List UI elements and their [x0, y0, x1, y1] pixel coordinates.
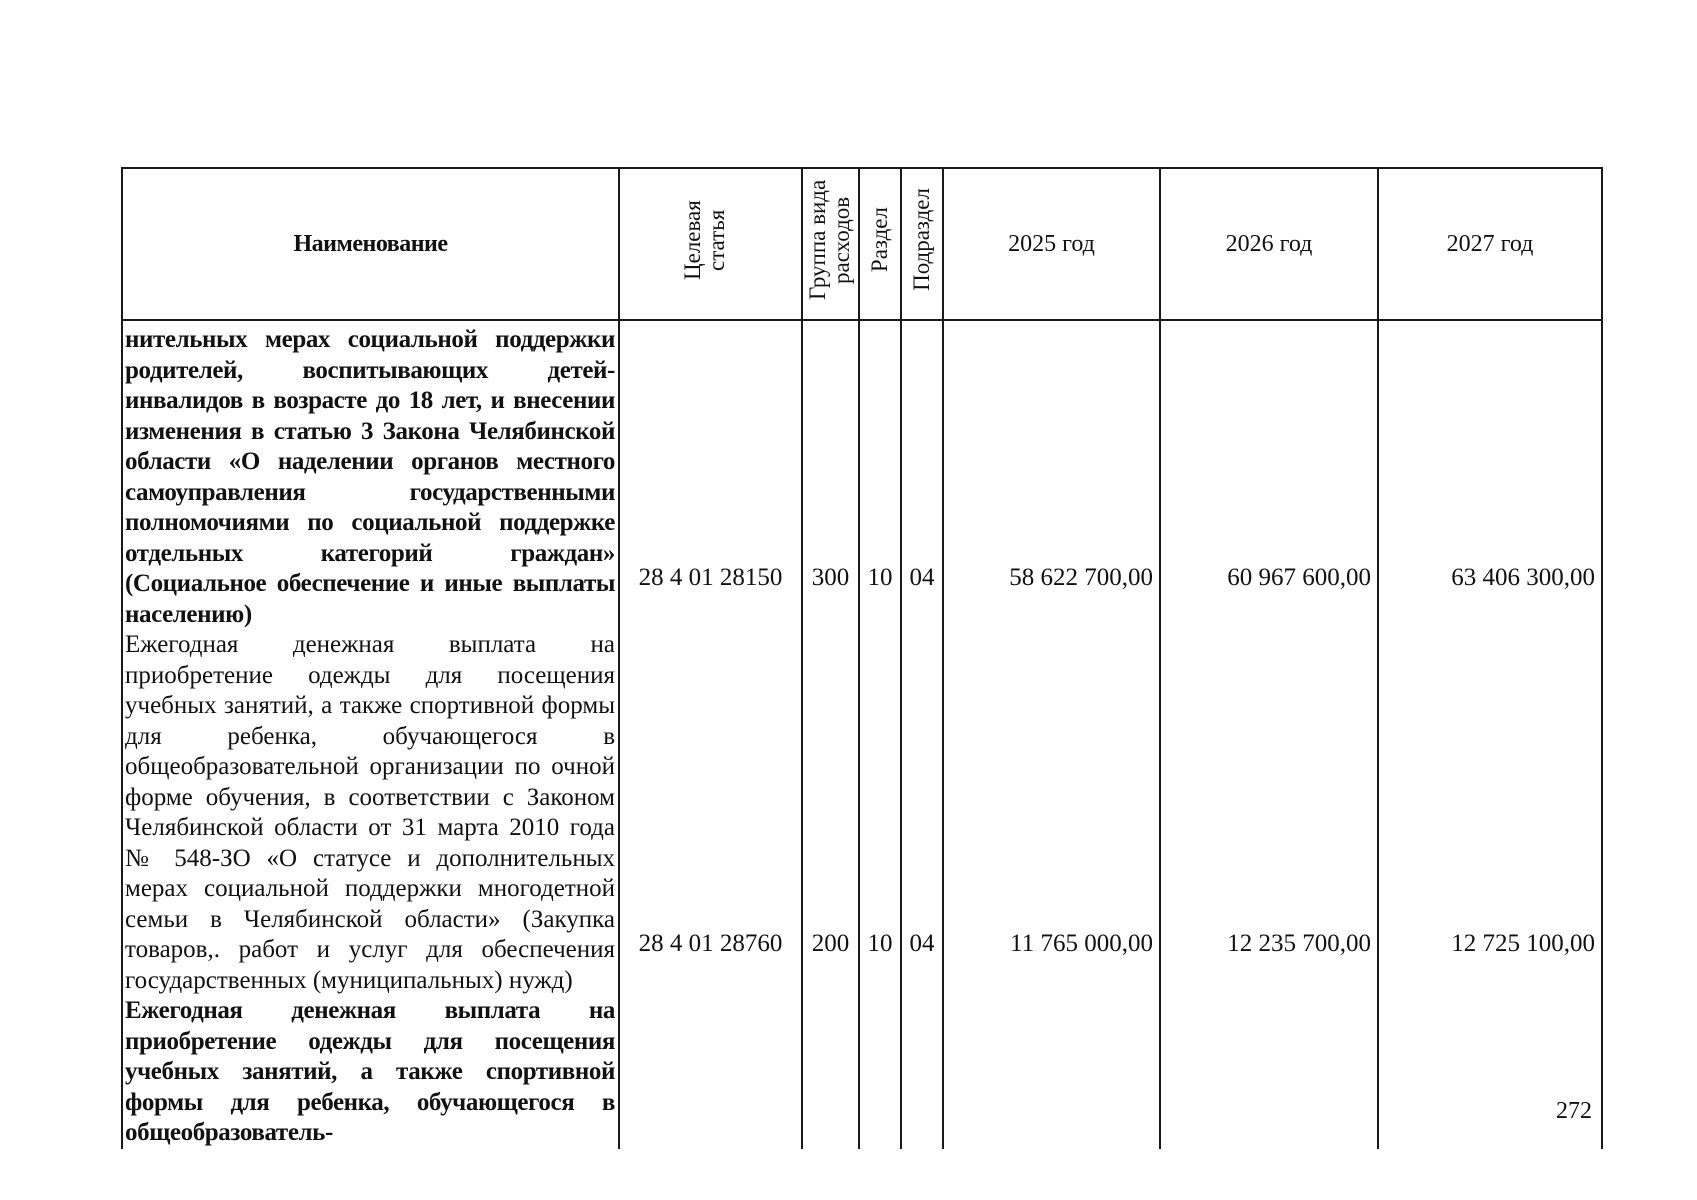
header-subsection-label: Подраздел — [909, 188, 934, 292]
row-name-bold: нительных мерах социальной поддержки родителей, воспитывающих детей-инвалидов в возрасте до 18 лет, и внесении изменения в статью 3 Закона Челябинской области «О наделении органов местного самоуправления государственными полномочиями по социальной поддержке отдельных категорий граждан» (Социальное обеспечение и иные выплаты населению) — [125, 326, 615, 628]
budget-table — [121, 167, 1603, 1149]
target-article-1: 28 4 01 28150 — [638, 564, 783, 591]
amount-2026-2: 12 235 700,00 — [1227, 930, 1371, 957]
amount-2027-2: 12 725 100,00 — [1451, 930, 1595, 957]
amount-2026-1: 60 967 600,00 — [1227, 564, 1371, 591]
subsection-cell — [901, 320, 943, 1149]
header-2026: 2026 год — [1160, 168, 1378, 320]
header-2027: 2027 год — [1378, 168, 1602, 320]
row-name-regular: Ежегодная денежная выплата на приобретение одежды для посещения учебных занятий, а также спортивной формы для ребенка, обучающегося в общеобразовательной организации по очной форме обучения, в соответствии с Законом Челябинской области от 31 марта 2010 года № 548-ЗО «О статусе и дополнительных мерах социальной поддержки многодетной семьи в Челябинской области» (Закупка товаров,. работ и услуг для обеспечения государственных (муниципальных) нужд) — [125, 631, 615, 994]
header-section-label: Раздел — [867, 207, 892, 273]
header-expense-group — [802, 168, 859, 320]
header-name: Наименование — [122, 168, 619, 320]
expense-group-2: 200 — [811, 930, 850, 957]
expense-group-cell — [802, 320, 859, 1149]
amount-2027-1: 63 406 300,00 — [1451, 564, 1595, 591]
header-subsection — [901, 168, 943, 320]
expense-group-1: 300 — [811, 564, 850, 591]
header-target-article-label: Целевая статья — [679, 199, 729, 280]
header-target-article — [619, 168, 802, 320]
target-article-2: 28 4 01 28760 — [638, 930, 783, 957]
header-2025: 2025 год — [943, 168, 1160, 320]
section-2: 10 — [867, 930, 893, 957]
amount-2026-cell — [1160, 320, 1378, 1149]
amount-2025-cell — [943, 320, 1160, 1149]
subsection-2: 04 — [909, 930, 935, 957]
section-1: 10 — [867, 564, 893, 591]
row-name-bold-tail: Ежегодная денежная выплата на приобретение одежды для посещения учебных занятий, а также спортивной формы для ребенка, обучающегося в общеобразователь- — [125, 997, 615, 1146]
amount-2025-2: 11 765 000,00 — [1010, 930, 1153, 957]
amount-2025-1: 58 622 700,00 — [1009, 564, 1153, 591]
table-header-row — [122, 168, 1602, 320]
page-number: 272 — [1556, 1098, 1592, 1124]
subsection-1: 04 — [909, 564, 935, 591]
row-name-cell — [122, 320, 619, 1149]
section-cell — [859, 320, 901, 1149]
table-row — [122, 320, 1602, 1149]
target-article-cell — [619, 320, 802, 1149]
amount-2027-cell — [1378, 320, 1602, 1149]
header-section — [859, 168, 901, 320]
header-expense-group-label: Группа вида расходов — [804, 179, 854, 300]
